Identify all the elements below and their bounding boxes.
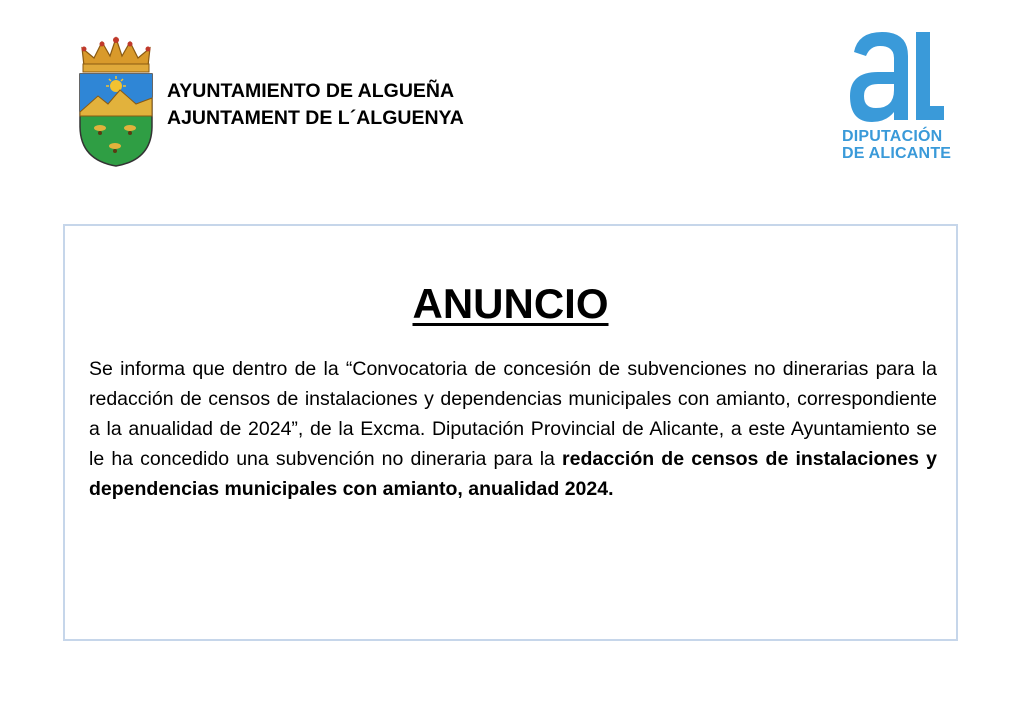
- announcement-body: [89, 354, 937, 504]
- announcement-body-bold: redacción de censos de instalaciones y dependencias municipales con amianto, anualidad 2024.: [89, 448, 937, 500]
- diputacion-logo-line1: DIPUTACIÓN: [842, 128, 943, 145]
- announcement-body-regular: Se informa que dentro de la “Convocatoria de concesión de subvenciones no dinerarias para la redacción de censos de instalaciones y dependencias municipales con amianto, correspondiente a la anualidad de 2024”, de la Excma. Diputación Provincial de Alicante, a este Ayuntamiento se le ha concedido una subvención no dineraria para la: [89, 358, 937, 470]
- diputacion-alicante-logo-icon: [842, 30, 952, 170]
- org-name-spanish: AYUNTAMIENTO DE ALGUEÑA: [167, 80, 455, 102]
- announcement-title: [65, 278, 956, 330]
- diputacion-logo-text: [842, 128, 954, 162]
- diputacion-logo-line2: DE ALICANTE: [842, 145, 952, 162]
- announcement-box: [63, 224, 958, 641]
- org-name-valencian: AJUNTAMENT DE L´ALGUENYA: [167, 107, 464, 129]
- algueña-coat-of-arms-icon: [74, 36, 158, 168]
- announcement-title-text: ANUNCIO: [412, 280, 609, 327]
- organization-names: [167, 78, 464, 132]
